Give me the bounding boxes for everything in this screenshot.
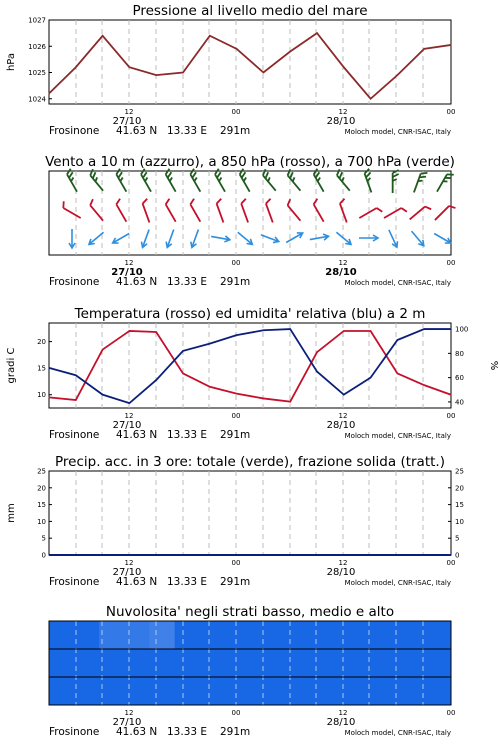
wind-barb-0-10 (312, 169, 329, 192)
cloud-cell-basso-1 (74, 677, 100, 706)
panel-0-ylabel: hPa (6, 52, 17, 72)
wind-arrow-shaft (286, 234, 302, 243)
cloud-cell-medio-14 (401, 649, 427, 678)
wind-barb-1-12 (359, 207, 382, 224)
panel-3-footer-credit: Moloch model, CNR-ISAC, Italy (344, 579, 451, 587)
panel-3-xtick-3: 00 (446, 559, 456, 567)
panel-4-xtick-3: 00 (446, 709, 456, 717)
panel-0-xtick-0: 12 (124, 108, 134, 116)
wind-barb-2-6 (211, 233, 231, 242)
wind-barb-1-14 (410, 205, 431, 224)
panel-2-ytick-right-2: 80 (455, 349, 464, 358)
wind-barb-2-1 (87, 230, 105, 247)
temperature-point-6 (209, 386, 210, 387)
humidity-point-10 (316, 371, 317, 372)
wind-barb-1-8 (265, 199, 279, 223)
cloud-cell-alto-10 (300, 621, 326, 650)
pressure-point-12 (370, 98, 371, 99)
cloud-cell-alto-9 (275, 621, 301, 650)
cloud-cell-basso-13 (376, 677, 402, 706)
cloud-cell-alto-6 (200, 621, 226, 650)
panel-0-title: Pressione al livello medio del mare (132, 3, 368, 19)
humidity-point-5 (182, 350, 183, 351)
cloud-cell-alto-11 (325, 621, 351, 650)
cloud-cell-medio-1 (74, 649, 100, 678)
panel-2-ylabel-left: gradi C (6, 347, 17, 384)
panel-4-footer-lon: 13.33 E (167, 726, 208, 738)
pressure-point-2 (102, 35, 103, 36)
cloud-cell-medio-9 (275, 649, 301, 678)
humidity-point-13 (397, 339, 398, 340)
cloud-cell-alto-1 (74, 621, 100, 650)
cloud-cell-basso-8 (250, 677, 276, 706)
wind-barb-shaft (314, 204, 324, 221)
cloud-cell-basso-6 (200, 677, 226, 706)
wind-barb-2-7 (236, 230, 254, 247)
wind-arrow-shaft (336, 232, 350, 244)
wind-barb-flag (142, 199, 149, 204)
wind-barb-flag (88, 199, 95, 205)
panel-3-footer-location: Frosinone (49, 576, 100, 588)
panel-2-xtick-0: 12 (124, 412, 134, 420)
temperature-point-8 (263, 398, 264, 399)
panel-4-xtick-2: 12 (338, 709, 348, 717)
wind-barb-1-13 (384, 207, 407, 224)
wind-barb-flag (61, 201, 67, 208)
cloud-cell-alto-5 (175, 621, 201, 650)
panel-3-ylabel: mm (6, 503, 17, 523)
wind-arrow-shaft (238, 232, 252, 244)
panel-4-date-1: 28/10 (326, 717, 356, 728)
wind-barb-flag (425, 205, 431, 212)
wind-arrow-shaft (90, 232, 104, 244)
wind-barb-flag (377, 207, 383, 214)
wind-barb-1-3 (142, 199, 156, 223)
cloud-cell-basso-14 (401, 677, 427, 706)
humidity-point-11 (343, 394, 344, 395)
panel-3-date-0: 27/10 (112, 567, 142, 578)
panel-3-xtick-0: 12 (124, 559, 134, 567)
panel-0-footer-lat: 41.63 N (116, 125, 158, 137)
panel-3-ytick-left-2: 10 (37, 517, 46, 526)
wind-barb-shaft (116, 204, 126, 221)
wind-barb-flag (164, 199, 171, 205)
temperature-point-15 (450, 394, 451, 395)
panel-0-ytick-2: 1026 (28, 42, 46, 51)
cloud-cell-basso-12 (351, 677, 377, 706)
panel-1-xtick-0: 12 (124, 259, 134, 267)
panel-2-ytick-right-3: 100 (455, 325, 469, 334)
pressure-point-10 (316, 33, 317, 34)
cloud-cell-medio-7 (225, 649, 251, 678)
humidity-point-0 (48, 367, 49, 368)
panel-2-ytick-left-2: 20 (37, 338, 46, 347)
temperature-point-7 (236, 393, 237, 394)
wind-barb-0-0 (66, 169, 83, 192)
wind-barb-shaft (63, 208, 80, 218)
cloud-cell-alto-2 (99, 621, 125, 650)
panel-4-footer-lat: 41.63 N (116, 726, 158, 738)
panel-1-footer-lon: 13.33 E (167, 276, 208, 288)
panel-1-title: Vento a 10 m (azzurro), a 850 hPa (rosso), a 700 hPa (verde) (45, 154, 455, 170)
pressure-point-14 (424, 48, 425, 49)
temperature-point-10 (316, 352, 317, 353)
panel-1-xtick-2: 12 (338, 259, 348, 267)
panel-2-date-0: 27/10 (112, 420, 142, 431)
wind-barb-2-15 (433, 231, 452, 246)
cloud-cell-alto-0 (49, 621, 75, 650)
wind-barb-1-10 (312, 199, 329, 222)
panel-2-xtick-1: 00 (231, 412, 241, 420)
panel-1-footer-alt: 291m (220, 276, 251, 288)
panel-0-date-0: 27/10 (112, 116, 142, 127)
temperature-point-11 (343, 330, 344, 331)
panel-3-title: Precip. acc. in 3 ore: totale (verde), frazione solida (tratt.) (55, 454, 445, 470)
panel-4-footer-alt: 291m (220, 726, 251, 738)
cloud-cell-medio-2 (99, 649, 125, 678)
humidity-point-1 (75, 375, 76, 376)
humidity-point-6 (209, 343, 210, 344)
wind-barb-flag (240, 199, 247, 204)
humidity-point-7 (236, 335, 237, 336)
panel-2-ytick-right-1: 60 (455, 374, 464, 383)
wind-barb-0-11 (335, 169, 354, 190)
wind-barb-shaft (143, 204, 150, 223)
wind-barb-flag (421, 171, 428, 176)
wind-barb-1-6 (216, 199, 230, 223)
cloud-cell-medio-8 (250, 649, 276, 678)
wind-barb-1-9 (286, 199, 305, 220)
pressure-point-5 (182, 72, 183, 73)
panel-4-xtick-1: 00 (231, 709, 241, 717)
panel-1-footer-lat: 41.63 N (116, 276, 158, 288)
panel-0-xtick-3: 00 (446, 108, 456, 116)
wind-barb-0-8 (261, 169, 280, 190)
panel-2-xtick-2: 12 (338, 412, 348, 420)
panel-0-xtick-2: 12 (338, 108, 348, 116)
temperature-point-12 (370, 330, 371, 331)
wind-barb-2-9 (285, 230, 304, 245)
humidity-line (49, 329, 451, 403)
cloud-cell-basso-10 (300, 677, 326, 706)
panel-3-ytick-left-0: 0 (41, 551, 46, 560)
panel-2-xtick-3: 00 (446, 412, 456, 420)
wind-barb-0-3 (140, 169, 157, 192)
humidity-point-14 (424, 328, 425, 329)
wind-arrow-shaft (412, 231, 424, 245)
panel-3-footer-alt: 291m (220, 576, 251, 588)
wind-barb-shaft (166, 204, 176, 221)
panel-3-ytick-right-1: 5 (455, 534, 460, 543)
pressure-point-3 (129, 67, 130, 68)
wind-barb-1-4 (164, 199, 181, 222)
cloud-cell-basso-0 (49, 677, 75, 706)
wind-arrow-shaft (114, 234, 130, 243)
panel-3-xtick-2: 12 (338, 559, 348, 567)
cloud-cell-alto-12 (351, 621, 377, 650)
humidity-point-3 (129, 403, 130, 404)
wind-barb-1-15 (435, 204, 456, 225)
panel-0-ytick-0: 1024 (28, 95, 46, 104)
pressure-point-4 (156, 75, 157, 76)
panel-3-ytick-right-5: 25 (455, 467, 464, 476)
panel-0-date-1: 28/10 (326, 116, 356, 127)
temperature-point-4 (156, 331, 157, 332)
wind-barb-0-12 (364, 169, 378, 193)
wind-barb-flag (189, 199, 196, 205)
panel-0-footer-credit: Moloch model, CNR-ISAC, Italy (344, 128, 451, 136)
panel-1-xtick-1: 00 (231, 259, 241, 267)
wind-barb-2-14 (409, 229, 426, 247)
panel-3-ytick-right-4: 20 (455, 484, 464, 493)
cloud-cell-basso-4 (150, 677, 176, 706)
panel-3-ytick-left-5: 25 (37, 467, 46, 476)
cloud-cell-medio-0 (49, 649, 75, 678)
wind-barb-shaft (190, 204, 200, 221)
cloud-cell-medio-15 (426, 649, 452, 678)
wind-barb-0-9 (286, 169, 305, 190)
cloud-cell-alto-13 (376, 621, 402, 650)
panel-2-footer-location: Frosinone (49, 429, 100, 441)
cloud-cell-alto-4 (150, 621, 176, 650)
temperature-point-5 (182, 373, 183, 374)
pressure-point-11 (343, 67, 344, 68)
wind-barb-flag (401, 207, 407, 214)
wind-barb-shaft (90, 205, 103, 220)
cloud-cell-basso-5 (175, 677, 201, 706)
panel-2-title: Temperatura (rosso) ed umidita' relativa (blu) a 2 m (74, 306, 426, 322)
pressure-point-13 (397, 75, 398, 76)
panel-4-title: Nuvolosita' negli strati basso, medio e alto (105, 604, 395, 620)
wind-barb-2-4 (164, 229, 176, 249)
wind-barb-flag (265, 199, 272, 204)
panel-4-footer-location: Frosinone (49, 726, 100, 738)
humidity-point-9 (290, 328, 291, 329)
temperature-point-13 (397, 373, 398, 374)
temperature-point-3 (129, 330, 130, 331)
wind-barb-2-11 (335, 230, 353, 247)
cloud-cell-alto-3 (124, 621, 150, 650)
panel-0-xtick-1: 00 (231, 108, 241, 116)
wind-barb-1-1 (88, 199, 107, 220)
cloud-cell-medio-3 (124, 649, 150, 678)
panel-0-frame (49, 20, 451, 104)
wind-barb-2-0 (69, 229, 75, 248)
wind-barb-2-2 (111, 231, 130, 246)
panel-3-ytick-right-0: 0 (455, 551, 460, 560)
wind-barb-shaft (384, 208, 401, 218)
pressure-point-7 (236, 48, 237, 49)
wind-barb-flag (216, 199, 223, 204)
panel-1-xtick-3: 00 (446, 259, 456, 267)
wind-barb-flag (286, 199, 293, 205)
temperature-point-2 (102, 349, 103, 350)
panel-4-date-0: 27/10 (112, 717, 142, 728)
humidity-point-12 (370, 377, 371, 378)
wind-barb-0-5 (189, 169, 206, 192)
panel-3-xtick-1: 00 (231, 559, 241, 567)
temperature-point-9 (290, 401, 291, 402)
wind-barb-shaft (241, 204, 248, 223)
panel-0-footer-lon: 13.33 E (167, 125, 208, 137)
wind-barb-0-14 (414, 171, 428, 195)
panel-4-footer-credit: Moloch model, CNR-ISAC, Italy (344, 729, 451, 737)
wind-arrow-shaft (434, 234, 450, 243)
panel-3-footer-lon: 13.33 E (167, 576, 208, 588)
wind-barb-0-7 (238, 169, 255, 192)
wind-barb-1-7 (240, 199, 254, 223)
wind-barb-shaft (359, 208, 376, 218)
wind-barb-2-13 (386, 229, 399, 249)
temperature-point-1 (75, 399, 76, 400)
panel-3-frame (49, 471, 451, 555)
humidity-point-4 (156, 379, 157, 380)
humidity-point-2 (102, 394, 103, 395)
pressure-line (49, 33, 451, 99)
panel-0-footer-alt: 291m (220, 125, 251, 137)
panel-2-footer-lat: 41.63 N (116, 429, 158, 441)
panel-3-ytick-left-3: 15 (37, 501, 46, 510)
cloud-cell-basso-9 (275, 677, 301, 706)
panel-0-footer-location: Frosinone (49, 125, 100, 137)
wind-barb-0-6 (214, 169, 231, 192)
panel-2-footer-alt: 291m (220, 429, 251, 441)
panel-0-ytick-3: 1027 (28, 16, 46, 25)
wind-barb-2-10 (309, 233, 329, 242)
pressure-point-8 (263, 72, 264, 73)
temperature-point-14 (424, 385, 425, 386)
wind-barb-2-3 (140, 229, 152, 249)
wind-barb-0-4 (164, 169, 181, 192)
cloud-cell-medio-11 (325, 649, 351, 678)
cloud-cell-basso-3 (124, 677, 150, 706)
cloud-cell-medio-12 (351, 649, 377, 678)
wind-barb-flag (339, 199, 346, 204)
temperature-point-0 (48, 397, 49, 398)
panel-4-xtick-0: 12 (124, 709, 134, 717)
panel-3-ytick-right-3: 15 (455, 501, 464, 510)
cloud-cell-basso-7 (225, 677, 251, 706)
panel-2-date-1: 28/10 (326, 420, 356, 431)
panel-3-ytick-left-4: 20 (37, 484, 46, 493)
panel-0-ytick-1: 1025 (28, 69, 46, 77)
temperature-line (49, 331, 451, 402)
wind-barb-shaft (435, 206, 449, 220)
humidity-point-15 (450, 328, 451, 329)
panel-2-footer-lon: 13.33 E (167, 429, 208, 441)
panel-2-ytick-left-1: 15 (37, 364, 46, 373)
pressure-point-15 (450, 44, 451, 45)
panel-2-footer-credit: Moloch model, CNR-ISAC, Italy (344, 432, 451, 440)
panel-3-date-1: 28/10 (326, 567, 356, 578)
cloud-cell-basso-11 (325, 677, 351, 706)
panel-2-ytick-right-0: 40 (455, 398, 464, 407)
panel-1-date-0: 27/10 (111, 267, 143, 278)
pressure-point-0 (48, 93, 49, 94)
wind-barb-shaft (266, 204, 273, 223)
wind-barb-flag (449, 204, 455, 210)
pressure-point-1 (75, 67, 76, 68)
pressure-point-6 (209, 35, 210, 36)
wind-barb-2-5 (189, 229, 201, 249)
panel-2-ytick-left-0: 10 (37, 391, 46, 400)
cloud-cell-medio-4 (150, 649, 176, 678)
wind-barb-shaft (217, 204, 224, 223)
panel-3-footer-lat: 41.63 N (116, 576, 158, 588)
panel-3-ytick-left-1: 5 (41, 534, 46, 543)
panel-2-ylabel-right: % (488, 360, 499, 371)
wind-barb-0-1 (88, 169, 107, 190)
cloud-cell-basso-2 (99, 677, 125, 706)
cloud-cell-basso-15 (426, 677, 452, 706)
cloud-cell-medio-10 (300, 649, 326, 678)
panel-1-date-1: 28/10 (325, 267, 357, 278)
panel-3-ytick-right-2: 10 (455, 517, 464, 526)
panel-1-footer-credit: Moloch model, CNR-ISAC, Italy (344, 279, 451, 287)
wind-barb-1-5 (189, 199, 206, 222)
cloud-cell-medio-13 (376, 649, 402, 678)
wind-barb-flag (115, 199, 122, 205)
panel-1-footer-location: Frosinone (49, 276, 100, 288)
cloud-cell-alto-15 (426, 621, 452, 650)
wind-barb-flag (447, 172, 454, 178)
wind-barb-1-0 (61, 201, 84, 218)
humidity-point-8 (263, 330, 264, 331)
cloud-cell-medio-5 (175, 649, 201, 678)
pressure-point-9 (290, 51, 291, 52)
cloud-cell-medio-6 (200, 649, 226, 678)
wind-barb-1-11 (339, 199, 353, 223)
cloud-cell-alto-7 (225, 621, 251, 650)
